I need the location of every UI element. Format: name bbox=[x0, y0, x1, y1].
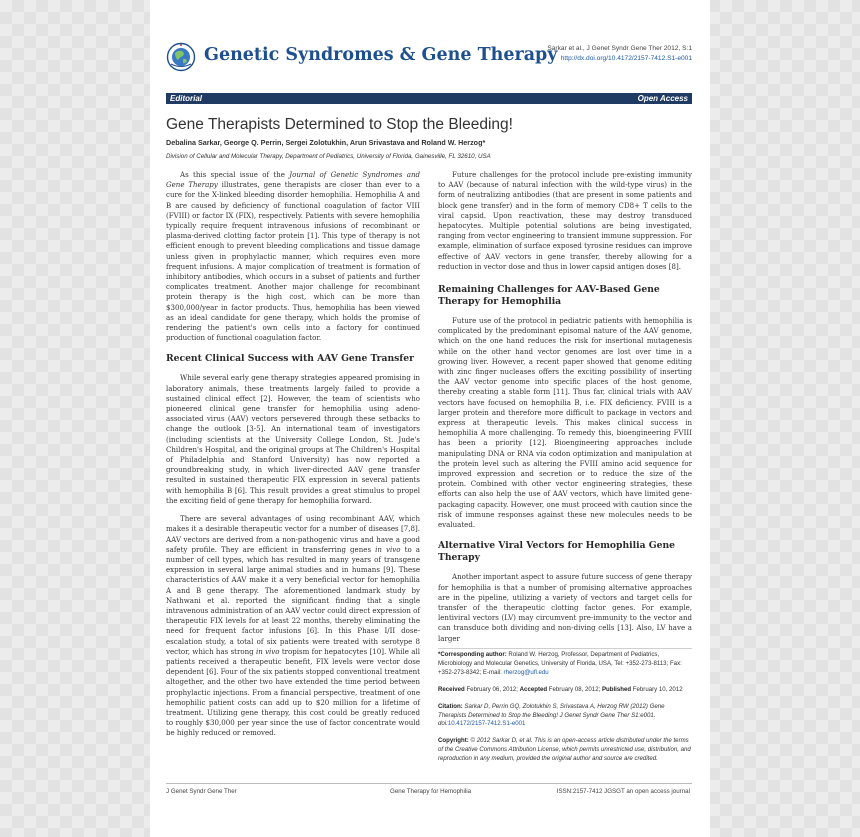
citation-note bbox=[438, 703, 692, 730]
body-paragraph: While several early gene therapy strategies appeared promising in laboratory animals, these treatments largely failed to provide a sustained clinical effect [2]. However, the team of scientists who pioneered clinical gene transfer for hemophilia using adeno-associated virus (AAV) vectors persevered through these setbacks to change the outlook [3-5]. An international team of investigators (including scientists at the University College London, St. Jude's Children's Hospital, and the original groups at The Children's Hospital of Philadelphia and Stanford University) has now reported a groundbreaking study, in which liver-directed AAV gene transfer resulted in sustained therapeutic FIX expression in several patients with hemophilia B [6]. This result provides a great stimulus to propel the exciting field of gene therapy for hemophilia forward. bbox=[166, 373, 420, 505]
note-text: February 10, 2012 bbox=[631, 685, 683, 693]
footer-journal: J Genet Syndr Gene Ther bbox=[166, 788, 237, 795]
text-run: illustrates, gene therapists are closer than ever to a cure for the X-linked bleeding disorder hemophilia. Hemophilia A and B are caused by deficiency of functional coagulation of factor VIII (FVIII) or factor IX (FIX), respectively. Patients with severe hemophilia typically require frequent intravenous infusions of recombinant or plasma-derived clotting factor protein [1]. This type of therapy is not efficient enough to prevent bleeding complications and tissue damage unless given in prophylactic manner, which requires even more frequent infusions. A major complication of treatment is formation of inhibitory antibodies, which occurs in a subset of patients and further complicates treatment. Another major challenge for recombinant protein therapy is the high cost, which can be more than $300,000/year in factor products. Thus, hemophilia has been viewed as an ideal candidate for gene therapy, which holds the promise of rendering the patient's own cells into a factory for continued production of functional coagulation factor. bbox=[166, 180, 420, 343]
journal-globe-logo-icon bbox=[166, 42, 196, 72]
italic-term: in vivo bbox=[255, 646, 280, 656]
text-run: to a number of cell types, which has resulted in many years of transgene expression in several large animal studies and in humans [9]. These characteristics of AAV make it a very beneficial vector for hemophilia A and B gene therapy. The aforementioned landmark study by Nathwani et al. reported the significant finding that a single intravenous administration of an AAV vector could direct expression of therapeutic FIX levels for at least 22 months, thereby eliminating the need for frequent factor infusions [6]. In this Phase I/II dose-escalation study, a total of six patients were treated with serotype 8 vector, which has strong bbox=[166, 544, 420, 656]
corresponding-author-note bbox=[438, 651, 692, 678]
body-paragraph: Another important aspect to assure future success of gene therapy for hemophilia is that a number of promising alternative approaches are in the pipeline, utilizing a variety of vectors and target cells for transfer of the therapeutic clotting factor genes. For example, lentiviral vectors (LV) may circumvent pre-immunity to the vector and can transduce both dividing and non-diving cells [13]. Also, LV have a larger bbox=[438, 572, 692, 643]
note-label: Published bbox=[601, 685, 632, 693]
note-text: Roland W. Herzog, Professor, Department of Pediatrics, Microbiology and Molecular Genetics, University of Florida, USA, Tel: +352-273-8113; Fax: +352-273-8342; E-mail: bbox=[438, 651, 682, 676]
dates-note bbox=[438, 686, 692, 695]
note-text: February 06, 2012; bbox=[464, 685, 520, 693]
note-label: *Corresponding author: bbox=[438, 651, 507, 658]
text-run: tropism for hepatocytes [10]. While all patients received a therapeutic benefit, FIX levels were vector dose dependent [6]. Four of the six patients stopped conventional treatment altogether, and the other two have extended the time period between prophylactic injections. From a financial perspective, treatment of one hemophilic patient costs can add up to $20 million for a lifetime of treatment. Utilizing gene therapy, this cost could be greatly reduced to roughly $30,000 per year since the use of factor concentrate would be highly reduced or removed. bbox=[166, 646, 420, 738]
section-heading: Remaining Challenges for AAV-Based Gene Therapy for Hemophilia bbox=[438, 284, 660, 308]
note-label: Received bbox=[438, 685, 465, 693]
section-heading: Alternative Viral Vectors for Hemophilia Gene Therapy bbox=[438, 540, 675, 564]
section-label: Editorial bbox=[170, 94, 203, 103]
note-label: Copyright: bbox=[438, 737, 469, 745]
body-paragraph: Future challenges for the protocol include pre-existing immunity to AAV (because of natural infection with the wild-type virus) in the form of neutralizing antibodies (that are present in some patients and block gene transfer) and in the form of memory CD8+ T cells to the viral capsid. Upon reactivation, these may destroy transduced hepatocytes. Multiple potential solutions are being investigated, ranging from vector engineering to transient immune suppression. For example, elimination of surface exposed tyrosine residues can improve effective of AAV vectors in gene transfer, thereby allowing for a reduction in vector dose and thus in lower capsid antigen doses [8]. bbox=[438, 170, 692, 271]
article-notes bbox=[438, 648, 692, 764]
footer-divider bbox=[166, 783, 692, 784]
note-text: Sarkar D, Perrin GQ, Zolotukhin S, Srivastava A, Herzog RW (2012) Gene Therapists Determined to Stop the Bleeding! J Genet Syndr Gene Ther S1:e001. doi: bbox=[438, 702, 665, 728]
note-text: © 2012 Sarkar D, et al. This is an open-access article distributed under the terms of the Creative Commons Attribution License, which permits unrestricted use, distribution, and reproduction in any medium, provided the original author and source are credited. bbox=[438, 737, 691, 763]
copyright-note bbox=[438, 737, 692, 764]
journal-name: Genetic Syndromes & Gene Therapy bbox=[204, 45, 558, 65]
right-column bbox=[438, 170, 692, 644]
author-list: Debalina Sarkar, George Q. Perrin, Sergei Zolotukhin, Arun Srivastava and Roland W. Herzog* bbox=[166, 138, 486, 147]
access-label: Open Access bbox=[637, 94, 688, 103]
text-run: There are several advantages of using recombinant AAV, which makes it a desirable therapeutic vector for a number of diseases [7,8]. AAV vectors are derived from a non-pathogenic virus and have a good safety profile. They are efficient in transferring genes bbox=[166, 514, 420, 554]
journal-name-italic: Journal of Genetic Syndromes and Gene Therapy bbox=[166, 170, 420, 190]
left-column bbox=[166, 170, 420, 739]
article-title: Gene Therapists Determined to Stop the Bleeding! bbox=[166, 116, 513, 133]
email-link[interactable]: rherzog@ufl.edu bbox=[503, 668, 549, 676]
note-label: Citation: bbox=[438, 702, 463, 710]
note-text: February 08, 2012; bbox=[547, 685, 602, 693]
intro-paragraph bbox=[166, 170, 420, 343]
doi-link[interactable]: 10.4172/2157-7412.S1-e001 bbox=[447, 720, 526, 728]
body-paragraph bbox=[166, 514, 420, 738]
italic-term: in vivo bbox=[375, 544, 401, 554]
doi-link[interactable]: http://dx.doi.org/10.4172/2157-7412.S1-e001 bbox=[560, 55, 692, 62]
citation-short: Sarkar et al., J Genet Syndr Gene Ther 2012, S:1 bbox=[547, 45, 692, 52]
footer-topic: Gene Therapy for Hemophilia bbox=[390, 788, 472, 795]
affiliation: Division of Cellular and Molecular Therapy, Department of Pediatrics, University of Florida, Gainesville, FL 32610, USA bbox=[166, 153, 491, 160]
article-page bbox=[150, 0, 710, 837]
body-paragraph: Future use of the protocol in pediatric patients with hemophilia is complicated by the predominant episomal nature of the AAV genome, which on the one hand reduces the risk for insertional mutagenesis while on the other hand vector genomes are lost over time in a growing liver. However, a recent paper showed that genome editing with zinc finger nucleases offers the exciting possibility of inserting the AAV vector genome into specific places of the host genome, thereby creating a stable form [11]. Thus far, clinical trials with AAV vectors have focused on hemophilia B, i.e. FIX deficiency. FVIII is a larger protein and therefore more difficult to package in vectors and express at therapeutic levels. This makes clinical success in hemophilia A more challenging. To remedy this, bioengineering FVIII has been a priority [12]. Bioengineering approaches include manipulating DNA or RNA via codon optimization and manipulation at the protein level such as altering the FVIII amino acid sequence for improved expression and secretion or to reduce the size of the protein. Combined with other vector engineering strategies, these efforts can also help the use of AAV vectors, which have limited gene-packaging capacity. However, one must proceed with caution since the risk of immune responses against these new molecules needs to be evaluated. bbox=[438, 316, 692, 530]
footer-issn: ISSN:2157-7412 JGSGT an open access journal bbox=[556, 788, 690, 795]
citation-header bbox=[512, 44, 692, 64]
section-heading: Recent Clinical Success with AAV Gene Transfer bbox=[166, 353, 414, 365]
section-bar bbox=[166, 93, 692, 104]
note-label: Accepted bbox=[519, 685, 548, 693]
text-run: As this special issue of the bbox=[180, 170, 290, 179]
